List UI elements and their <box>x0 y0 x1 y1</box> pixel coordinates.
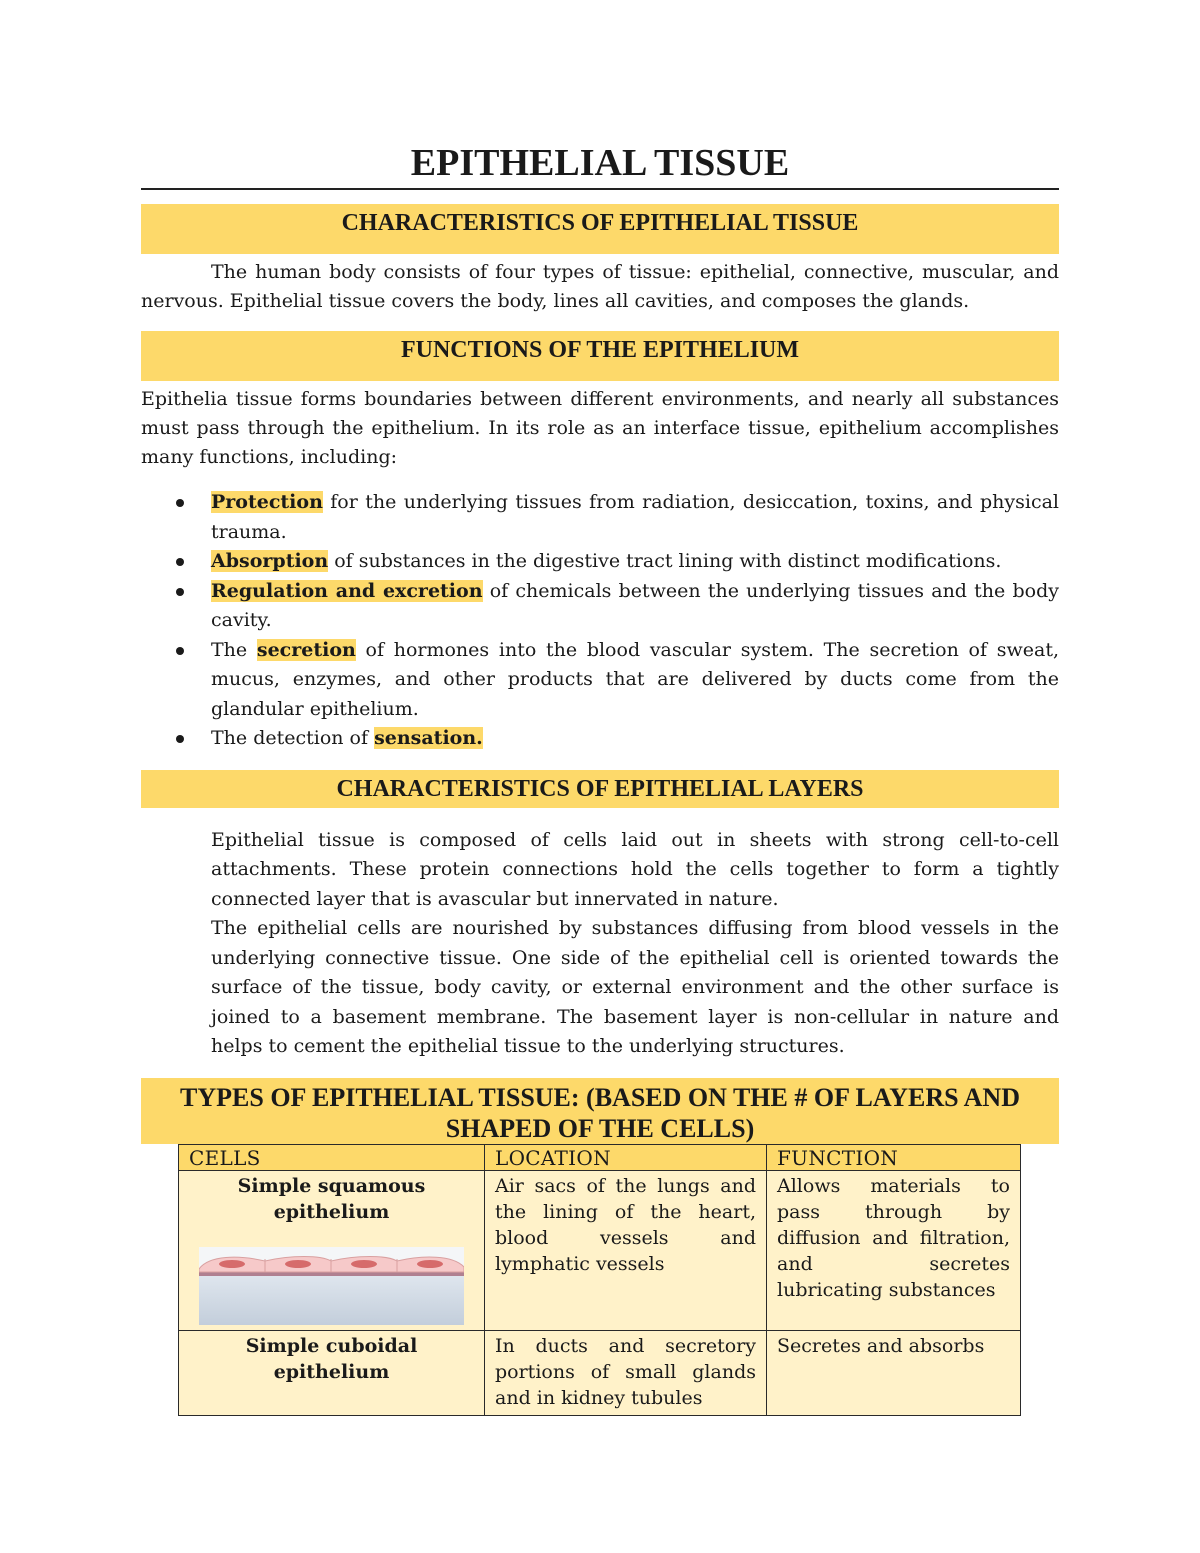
section-heading-types: TYPES OF EPITHELIAL TISSUE: (BASED ON THE # OF LAYERS AND SHAPED OF THE CELLS) <box>141 1078 1059 1144</box>
page-title: EPITHELIAL TISSUE <box>141 140 1059 190</box>
document-page <box>141 140 1059 1416</box>
bullet-icon <box>176 499 184 507</box>
table-cell-function: Secretes and absorbs <box>767 1330 1021 1415</box>
list-item: Absorption of substances in the digestive tract lining with distinct modifications. <box>141 547 1059 577</box>
column-header-cells: CELLS <box>179 1144 485 1170</box>
section-heading-functions: FUNCTIONS OF THE EPITHELIUM <box>141 331 1059 381</box>
layers-list <box>141 826 1059 1062</box>
cell-type-name: Simple cuboidal epithelium <box>245 1334 418 1383</box>
table-cell-cells <box>179 1330 485 1415</box>
functions-list <box>141 488 1059 754</box>
list-item: The secretion of hormones into the blood vascular system. The secretion of sweat, mucus, enzymes, and other products that are delivered by ducts come from the glandular epithelium. <box>141 636 1059 725</box>
cell-type-name: Simple squamous epithelium <box>237 1174 426 1223</box>
table-cell-function: Allows materials to pass through by diffusion and filtration, and secretes lubricating substances <box>767 1170 1021 1330</box>
functions-intro-paragraph: Epithelia tissue forms boundaries between different environments, and nearly all substances must pass through the epithelium. In its role as an interface tissue, epithelium accomplishes many functions, including: <box>141 388 1059 468</box>
epithelial-types-table <box>178 1144 1021 1416</box>
highlighted-term: Protection <box>211 491 323 513</box>
characteristics-paragraph: The human body consists of four types of tissue: epithelial, connective, muscular, and nervous. Epithelial tissue covers the body, lines all cavities, and composes the glands. <box>141 261 1059 312</box>
table-row <box>179 1330 1021 1415</box>
bullet-icon <box>176 588 184 596</box>
list-item: Epithelial tissue is composed of cells laid out in sheets with strong cell-to-cell attachments. These protein connections hold the cells together to form a tightly connected layer that is avascular but innervated in nature. <box>211 828 1059 910</box>
table-cell-location: Air sacs of the lungs and the lining of the heart, blood vessels and lymphatic vessels <box>485 1170 767 1330</box>
table-header-row <box>179 1144 1021 1170</box>
section-heading-characteristics: CHARACTERISTICS OF EPITHELIAL TISSUE <box>141 204 1059 254</box>
table-cell-cells <box>179 1170 485 1330</box>
column-header-function: FUNCTION <box>767 1144 1021 1170</box>
bullet-icon <box>176 735 184 743</box>
list-item: The epithelial cells are nourished by substances diffusing from blood vessels in the underlying connective tissue. One side of the epithelial cell is oriented towards the surface of the tissue, body cavity, or external environment and the other surface is joined to a basement membrane. The basement layer is non-cellular in nature and helps to cement the epithelial tissue to the underlying structures. <box>211 917 1059 1057</box>
section-heading-layers: CHARACTERISTICS OF EPITHELIAL LAYERS <box>141 770 1059 808</box>
list-item: Regulation and excretion of chemicals between the underlying tissues and the body cavity. <box>141 577 1059 636</box>
highlighted-term: sensation. <box>374 727 483 749</box>
bullet-icon <box>176 647 184 655</box>
table-cell-location: In ducts and secretory portions of small glands and in kidney tubules <box>485 1330 767 1415</box>
table-row <box>179 1170 1021 1330</box>
list-item: Protection for the underlying tissues from radiation, desiccation, toxins, and physical trauma. <box>141 488 1059 547</box>
column-header-location: LOCATION <box>485 1144 767 1170</box>
highlighted-term: Absorption <box>211 550 329 572</box>
simple-squamous-epithelium-illustration <box>199 1247 464 1325</box>
list-item: The detection of sensation. <box>141 724 1059 754</box>
highlighted-term: secretion <box>256 638 356 661</box>
bullet-icon <box>176 558 184 566</box>
highlighted-term: Regulation and excretion <box>211 579 483 602</box>
